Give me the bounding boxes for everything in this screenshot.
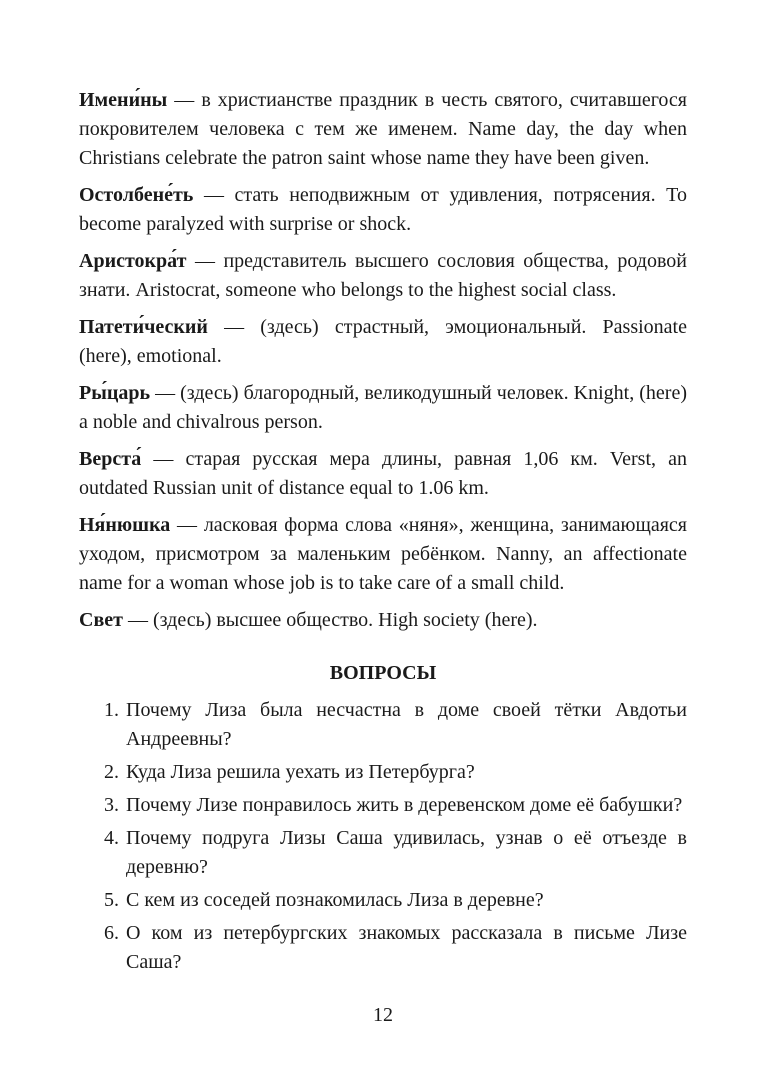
glossary-definition: — (здесь) высшее общество. High society (here). [122, 609, 538, 631]
glossary-entry [79, 313, 687, 371]
glossary-definition: — (здесь) страстный, эмоциональный. Passionate (here), emotional. [79, 316, 687, 367]
question-number: 6. [104, 922, 119, 944]
glossary-entry [79, 606, 687, 635]
glossary-definition: — в христианстве праздник в честь святого, считавшегося покровителем человека с тем же именем. Name day, the day when Christians celebrate the patron saint whose name they have been given. [79, 89, 687, 169]
questions-list [79, 696, 687, 977]
glossary-term: Ры́царь [79, 382, 151, 404]
glossary-term: Патети́ческий [79, 316, 208, 338]
page-number: 12 [373, 1004, 393, 1026]
glossary-entry [79, 247, 687, 305]
question-number: 1. [104, 699, 119, 721]
question-number: 2. [104, 761, 119, 783]
question-number: 4. [104, 827, 119, 849]
glossary-entry [79, 86, 687, 173]
glossary-definition: — представитель высшего сословия общества, родовой знати. Aristocrat, someone who belongs to the highest social class. [79, 250, 687, 301]
question-item [79, 919, 687, 977]
glossary [79, 86, 687, 635]
question-number: 3. [104, 794, 119, 816]
question-text: С кем из соседей познакомилась Лиза в деревне? [126, 889, 544, 911]
glossary-term: Имени́ны [79, 89, 168, 111]
glossary-term: Аристокра́т [79, 250, 187, 272]
glossary-entry [79, 181, 687, 239]
question-item [79, 886, 687, 915]
glossary-term: Верста́ [79, 448, 142, 470]
question-text: Почему подруга Лизы Саша удивилась, узнав о её отъезде в деревню? [126, 827, 687, 878]
question-text: О ком из петербургских знакомых рассказала в письме Лизе Саша? [126, 922, 687, 973]
glossary-definition: — стать неподвижным от удивления, потрясения. To become paralyzed with surprise or shock. [79, 184, 687, 235]
glossary-definition: — ласковая форма слова «няня», женщина, занимающаяся уходом, присмотром за маленьким ребёнком. Nanny, an affectionate name for a woman whose job is to take care of a small child. [79, 514, 687, 594]
questions-heading: ВОПРОСЫ [329, 662, 437, 684]
question-text: Почему Лиза была несчастна в доме своей тётки Авдотьи Андреевны? [126, 699, 687, 750]
question-item [79, 791, 687, 820]
glossary-entry [79, 511, 687, 598]
glossary-term: Ня́нюшка [79, 514, 171, 536]
question-item [79, 824, 687, 882]
question-item [79, 758, 687, 787]
question-number: 5. [104, 889, 119, 911]
glossary-entry [79, 379, 687, 437]
glossary-entry [79, 445, 687, 503]
question-text: Куда Лиза решила уехать из Петербурга? [126, 761, 475, 783]
glossary-term: Остолбене́ть [79, 184, 194, 206]
question-item [79, 696, 687, 754]
glossary-definition: — старая русская мера длины, равная 1,06 км. Verst, an outdated Russian unit of distance equal to 1.06 km. [79, 448, 687, 499]
glossary-definition: — (здесь) благородный, великодушный человек. Knight, (here) a noble and chivalrous person. [79, 382, 687, 433]
question-text: Почему Лизе понравилось жить в деревенском доме её бабушки? [126, 794, 683, 816]
glossary-term: Свет [79, 609, 123, 631]
